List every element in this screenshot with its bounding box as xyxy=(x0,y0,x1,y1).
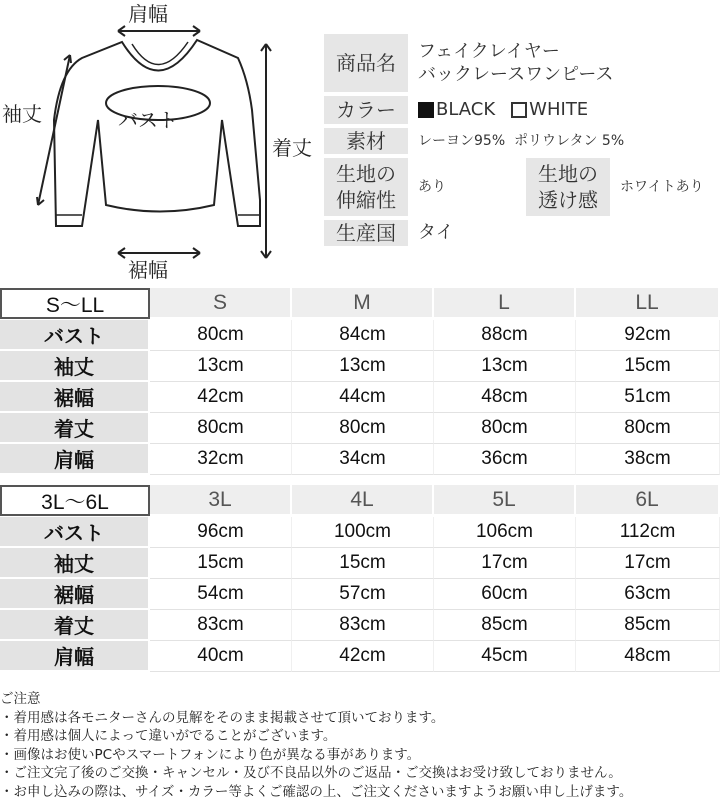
measure-value: 15cm xyxy=(150,548,292,579)
measure-value: 51cm xyxy=(576,382,720,413)
color-value xyxy=(410,94,718,126)
table-row xyxy=(0,320,720,351)
measure-value: 38cm xyxy=(576,444,720,475)
measure-value: 44cm xyxy=(292,382,434,413)
sheer-header-line: 生地の xyxy=(538,162,598,186)
measure-label: 袖丈 xyxy=(0,548,150,579)
size-header: 6L xyxy=(576,485,720,516)
measure-label: 袖丈 xyxy=(0,351,150,382)
hem-width-label: 裾幅 xyxy=(128,258,168,282)
notes-heading: ご注意 xyxy=(0,691,41,707)
table-row xyxy=(0,517,720,548)
note-item: ・画像はお使いPCやスマートフォンにより色が異なる事があります。 xyxy=(0,746,421,763)
table-row xyxy=(0,382,720,413)
measure-value: 42cm xyxy=(150,382,292,413)
size-header: 5L xyxy=(434,485,576,516)
measure-value: 48cm xyxy=(576,641,720,672)
notes-section xyxy=(0,690,720,801)
product-info-table xyxy=(322,32,718,248)
measure-value: 48cm xyxy=(434,382,576,413)
size-range-title: 3L～6L xyxy=(0,485,150,516)
measure-value: 42cm xyxy=(292,641,434,672)
measure-label: バスト xyxy=(0,320,150,351)
measure-value: 13cm xyxy=(150,351,292,382)
measure-value: 80cm xyxy=(434,413,576,444)
size-table-3l-6l xyxy=(0,485,720,675)
measure-value: 13cm xyxy=(434,351,576,382)
color-option: WHITE xyxy=(529,99,589,121)
size-header: M xyxy=(292,288,434,319)
total-length-label: 着丈 xyxy=(272,136,312,160)
size-header: L xyxy=(434,288,576,319)
measure-value: 34cm xyxy=(292,444,434,475)
measure-value: 63cm xyxy=(576,579,720,610)
measure-value: 106cm xyxy=(434,517,576,548)
measure-value: 17cm xyxy=(434,548,576,579)
product-name-value xyxy=(410,32,718,94)
table-row xyxy=(0,579,720,610)
shoulder-width-label: 肩幅 xyxy=(128,2,168,26)
size-header-row xyxy=(0,485,720,516)
measure-value: 112cm xyxy=(576,517,720,548)
table-row xyxy=(0,444,720,475)
measure-value: 84cm xyxy=(292,320,434,351)
measure-value: 36cm xyxy=(434,444,576,475)
size-header: LL xyxy=(576,288,720,319)
size-header: 4L xyxy=(292,485,434,516)
measure-label: 着丈 xyxy=(0,413,150,444)
size-header-row xyxy=(0,288,720,319)
size-table-s-ll xyxy=(0,288,720,478)
product-name-header: 商品名 xyxy=(322,32,410,94)
measure-value: 40cm xyxy=(150,641,292,672)
measure-value: 80cm xyxy=(150,320,292,351)
measure-value: 83cm xyxy=(292,610,434,641)
sheer-header xyxy=(524,156,612,218)
size-header: S xyxy=(150,288,292,319)
sheer-header-line: 透け感 xyxy=(538,188,598,212)
measure-value: 85cm xyxy=(576,610,720,641)
garment-measurement-diagram xyxy=(0,0,320,285)
size-range-title: S～LL xyxy=(0,288,150,319)
table-row xyxy=(0,641,720,672)
origin-value: タイ xyxy=(410,218,718,248)
measure-value: 15cm xyxy=(292,548,434,579)
measure-label: 肩幅 xyxy=(0,444,150,475)
measure-value: 54cm xyxy=(150,579,292,610)
note-item: ・着用感は個人によって違いがでることがございます。 xyxy=(0,728,337,744)
stretch-value: あり xyxy=(410,156,524,218)
size-header: 3L xyxy=(150,485,292,516)
color-header: カラー xyxy=(322,94,410,126)
measure-value: 92cm xyxy=(576,320,720,351)
product-name-line: フェイクレイヤー xyxy=(418,40,560,62)
measure-value: 57cm xyxy=(292,579,434,610)
measure-value: 85cm xyxy=(434,610,576,641)
measure-value: 45cm xyxy=(434,641,576,672)
color-option: BLACK xyxy=(436,99,496,121)
black-swatch-icon xyxy=(418,102,434,118)
measure-value: 32cm xyxy=(150,444,292,475)
measure-label: バスト xyxy=(0,517,150,548)
measure-value: 15cm xyxy=(576,351,720,382)
material-value: レーヨン95% ポリウレタン 5% xyxy=(410,126,718,156)
table-row xyxy=(0,610,720,641)
stretch-header-line: 伸縮性 xyxy=(336,188,396,212)
measure-label: 着丈 xyxy=(0,610,150,641)
origin-header: 生産国 xyxy=(322,218,410,248)
measure-label: 裾幅 xyxy=(0,579,150,610)
measure-label: 裾幅 xyxy=(0,382,150,413)
note-item: ・お申し込みの際は、サイズ・カラー等よくご確認の上、ご注文くださいますようお願い申し上げます。 xyxy=(0,783,633,800)
measure-value: 96cm xyxy=(150,517,292,548)
measure-value: 83cm xyxy=(150,610,292,641)
material-header: 素材 xyxy=(322,126,410,156)
sheer-value: ホワイトあり xyxy=(612,156,718,218)
measure-value: 80cm xyxy=(150,413,292,444)
sleeve-length-label: 袖丈 xyxy=(2,102,42,126)
measure-value: 60cm xyxy=(434,579,576,610)
note-item: ・着用感は各モニターさんの見解をそのまま掲載させて頂いております。 xyxy=(0,709,445,726)
measure-value: 13cm xyxy=(292,351,434,382)
measure-value: 88cm xyxy=(434,320,576,351)
measure-value: 17cm xyxy=(576,548,720,579)
white-swatch-icon xyxy=(511,102,527,118)
measure-label: 肩幅 xyxy=(0,641,150,672)
product-name-line: バックレースワンピース xyxy=(418,64,614,85)
table-row xyxy=(0,351,720,382)
bust-label: バスト xyxy=(118,108,178,132)
measure-value: 80cm xyxy=(292,413,434,444)
stretch-header-line: 生地の xyxy=(336,162,396,186)
measure-value: 80cm xyxy=(576,413,720,444)
table-row xyxy=(0,548,720,579)
table-row xyxy=(0,413,720,444)
note-item: ・ご注文完了後のご交換・キャンセル・及び不良品以外のご返品・ご交換はお受け致しておりません。 xyxy=(0,765,622,781)
measure-value: 100cm xyxy=(292,517,434,548)
stretch-header xyxy=(322,156,410,218)
